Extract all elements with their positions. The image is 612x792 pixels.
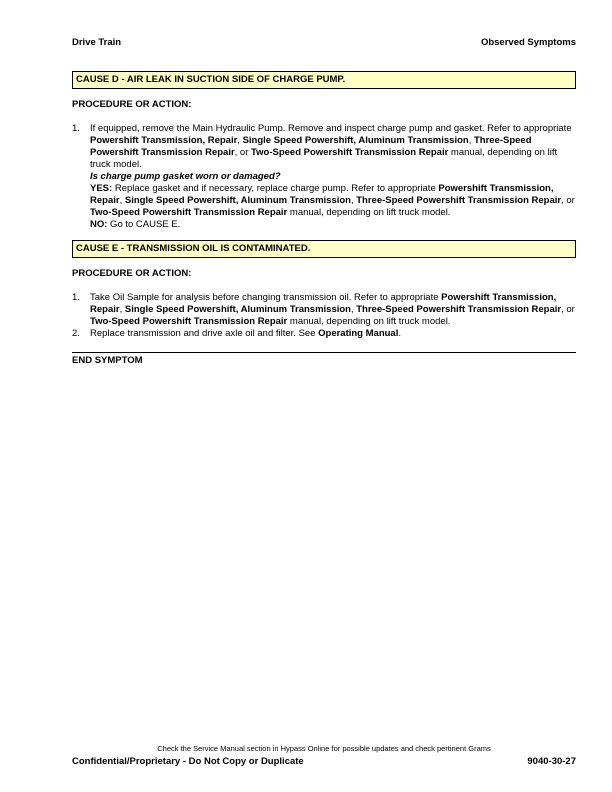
header-section-title: Drive Train <box>72 37 122 48</box>
manual-ref: Single Speed Powershift, Aluminum Transmission <box>242 135 469 146</box>
separator: , or <box>234 147 252 158</box>
manual-ref: Two-Speed Powershift Transmission Repair <box>90 316 288 327</box>
cause-e-heading: CAUSE E - TRANSMISSION OIL IS CONTAMINATED. <box>72 240 576 258</box>
separator: , <box>468 135 474 146</box>
manual-ref: Single Speed Powershift, Aluminum Transmission <box>124 195 351 206</box>
separator: , <box>350 195 357 206</box>
manual-ref: Operating Manual <box>318 328 399 339</box>
yes-label: YES: <box>90 183 113 194</box>
separator: , or <box>561 195 575 206</box>
separator: , <box>350 304 357 315</box>
cause-d-step-1 <box>72 123 576 231</box>
step-text: manual, depending on lift truck model. <box>90 147 558 170</box>
step-number: 2. <box>72 328 80 339</box>
cause-e-step-2 <box>72 328 576 340</box>
cause-e-procedure-label: PROCEDURE OR ACTION: <box>72 268 192 279</box>
manual-ref: Three-Speed Powershift Transmission Repair <box>356 195 562 206</box>
cause-e-step-1 <box>72 292 576 328</box>
step-number: 1. <box>72 292 80 303</box>
separator: , <box>237 135 243 146</box>
step-number: 1. <box>72 123 80 134</box>
manual-ref: Three-Speed Powershift Transmission Repair <box>90 135 532 158</box>
manual-ref: Powershift Transmission, Repair <box>90 183 554 206</box>
no-text: Go to CAUSE E. <box>107 219 181 230</box>
manual-ref: Three-Speed Powershift Transmission Repair <box>356 304 562 315</box>
separator: , or <box>561 304 575 315</box>
step-text: manual, depending on lift truck model. <box>287 316 451 327</box>
manual-ref: Powershift Transmission, Repair <box>90 292 557 315</box>
separator: , <box>119 304 125 315</box>
separator: , <box>119 195 125 206</box>
step-text: Replace transmission and drive axle oil and filter. See <box>90 328 319 339</box>
footer-confidential: Confidential/Proprietary - Do Not Copy or Duplicate <box>72 756 304 767</box>
header-chapter-title: Observed Symptoms <box>480 37 576 48</box>
manual-ref: Powershift Transmission, Repair <box>90 135 238 146</box>
manual-ref: Single Speed Powershift, Aluminum Transmission <box>124 304 351 315</box>
manual-ref: Two-Speed Powershift Transmission Repair <box>90 207 288 218</box>
cause-d-procedure-label: PROCEDURE OR ACTION: <box>72 99 192 110</box>
diagnostic-question: Is charge pump gasket worn or damaged? <box>90 171 281 182</box>
page-number: 9040-30-27 <box>527 756 576 767</box>
yes-text: manual, depending on lift truck model. <box>287 207 451 218</box>
cause-e-steps <box>72 292 576 340</box>
cause-d-heading: CAUSE D - AIR LEAK IN SUCTION SIDE OF CHARGE PUMP. <box>72 71 576 89</box>
footer-note: Check the Service Manual section in Hypass Online for possible updates and check pertinent Grams <box>157 744 491 753</box>
cause-d-steps <box>72 123 576 231</box>
end-symptom: END SYMPTOM <box>72 352 576 367</box>
step-text: Take Oil Sample for analysis before changing transmission oil. Refer to appropriate <box>90 292 442 303</box>
no-label: NO: <box>90 219 108 230</box>
step-text: If equipped, remove the Main Hydraulic Pump. Remove and inspect charge pump and gasket. Refer to appropriate <box>90 123 572 134</box>
document-body <box>72 71 576 367</box>
separator: . <box>398 328 401 339</box>
manual-ref: Two-Speed Powershift Transmission Repair <box>251 147 449 158</box>
yes-text: Replace gasket and if necessary, replace charge pump. Refer to appropriate <box>112 183 439 194</box>
